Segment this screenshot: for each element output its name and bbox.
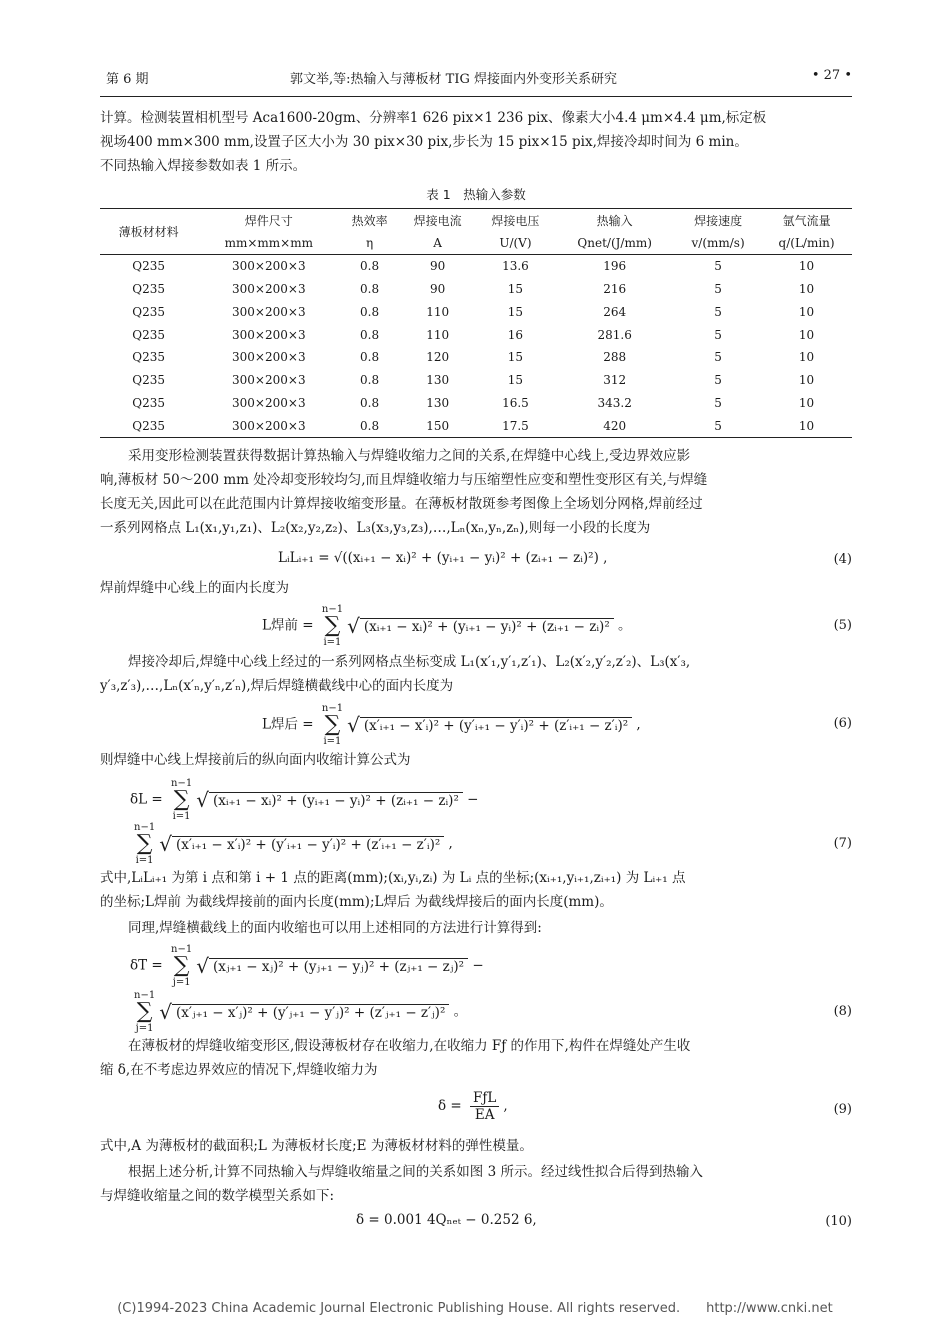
text-line: 与焊缝收缩量之间的数学模型关系如下: xyxy=(100,1188,335,1204)
sum-upper: n−1 xyxy=(134,990,156,1001)
table-cell: 120 xyxy=(426,350,450,365)
equation-7-line-1 xyxy=(130,778,478,822)
table-cell: 264 xyxy=(603,304,627,319)
column-unit: U/(V) xyxy=(477,232,555,255)
sum-upper: n−1 xyxy=(171,944,193,955)
text-line: 焊前焊缝中心线上的面内长度为 xyxy=(100,580,289,596)
equation-number: (8) xyxy=(833,1004,852,1019)
text-line: 不同热输入焊接参数如表 1 所示。 xyxy=(100,158,307,174)
table-cell: 130 xyxy=(426,373,450,388)
column-unit: Qnet/(J/mm) xyxy=(554,232,675,255)
article-title: 郭文举,等:热输入与薄板材 TIG 焊接面内外变形关系研究 xyxy=(290,72,617,87)
table-cell: 5 xyxy=(714,395,722,410)
sigma-symbol: ∑ xyxy=(324,712,341,737)
table-cell: 150 xyxy=(399,414,477,437)
sum-upper: n−1 xyxy=(321,604,344,615)
text-line: 视场400 mm×300 mm,设置子区大小为 30 pix×30 pix,步长为 15 pix×15 pix,焊接冷却时间为 6 min。 xyxy=(100,134,748,150)
table-cell: 300×200×3 xyxy=(232,373,306,388)
table-cell: 90 xyxy=(430,281,446,296)
table-cell: Q235 xyxy=(132,259,165,274)
table-cell: Q235 xyxy=(132,373,165,388)
radicand: (xᵢ₊₁ − xᵢ)² + (yᵢ₊₁ − yᵢ)² + (zᵢ₊₁ − zᵢ)² xyxy=(209,792,463,809)
table-cell: 0.8 xyxy=(340,414,398,437)
table-cell: 5 xyxy=(714,373,722,388)
table-row xyxy=(100,392,852,415)
equation-9 xyxy=(438,1090,508,1123)
column-header: 焊件尺寸 xyxy=(197,209,340,232)
table-cell: 300×200×3 xyxy=(232,259,306,274)
table-cell: 130 xyxy=(426,395,450,410)
table-cell: 15 xyxy=(507,373,524,388)
table-cell: 0.8 xyxy=(360,304,380,319)
table-row xyxy=(100,254,852,277)
text-line: 根据上述分析,计算不同热输入与焊缝收缩量之间的关系如图 3 所示。经过线性拟合后得到热输入 xyxy=(128,1164,703,1180)
table-cell: 216 xyxy=(603,281,627,296)
sum-lower: i=1 xyxy=(323,637,342,648)
column-unit: v/(mm/s) xyxy=(675,232,761,255)
eq-tail: , xyxy=(503,1098,508,1114)
eq-tail: , xyxy=(636,716,641,733)
table-cell: 10 xyxy=(798,327,815,342)
sigma-symbol: ∑ xyxy=(173,953,190,978)
eq-tail: − xyxy=(467,791,479,808)
sum-upper: n−1 xyxy=(171,778,193,789)
table-cell: 16 xyxy=(507,327,524,342)
text-line: y′₃,z′₃),…,Lₙ(x′ₙ,y′ₙ,z′ₙ),焊后焊缝横截线中心的面内长度为 xyxy=(100,678,454,694)
eq-lhs: L焊后 = xyxy=(262,716,314,733)
paragraph-definitions xyxy=(100,866,852,914)
table-cell: 13.6 xyxy=(502,259,529,274)
fraction xyxy=(470,1090,499,1123)
table-cell: Q235 xyxy=(132,395,165,410)
column-unit: mm×mm×mm xyxy=(197,232,340,255)
header-rule xyxy=(100,96,852,97)
text-line: 采用变形检测装置获得数据计算热输入与焊缝收缩力之间的关系,在焊缝中心线上,受边界效应影 xyxy=(128,448,691,464)
table-cell: 5 xyxy=(714,281,722,296)
column-header: 焊接电压 xyxy=(477,209,555,232)
denominator: EA xyxy=(474,1107,495,1123)
column-header: 氩气流量 xyxy=(761,209,852,232)
summation xyxy=(134,990,155,1034)
column-header: 热输入 xyxy=(554,209,675,232)
summation xyxy=(322,703,343,747)
column-unit: η xyxy=(340,232,398,255)
table-cell: Q235 xyxy=(132,350,165,365)
equation-4: LᵢLᵢ₊₁ = √((xᵢ₊₁ − xᵢ)² + (yᵢ₊₁ − yᵢ)² + (zᵢ₊₁ − zᵢ)²) , xyxy=(278,550,608,566)
table-cell: 16.5 xyxy=(502,395,529,410)
page-number: • 27 • xyxy=(811,68,852,83)
radicand: (xⱼ₊₁ − xⱼ)² + (yⱼ₊₁ − yⱼ)² + (zⱼ₊₁ − zⱼ)² xyxy=(209,958,468,975)
eq-tail: 。 xyxy=(453,1003,468,1020)
table-cell: 5 xyxy=(675,414,761,437)
radicand: (x′ᵢ₊₁ − x′ᵢ)² + (y′ᵢ₊₁ − y′ᵢ)² + (z′ᵢ₊₁ − z′ᵢ)² xyxy=(172,836,444,853)
table-cell: 15 xyxy=(507,281,524,296)
equation-number: (6) xyxy=(833,716,852,731)
eq-tail: − xyxy=(472,957,484,974)
text-line: 一系列网格点 L₁(x₁,y₁,z₁)、L₂(x₂,y₂,z₂)、L₃(x₃,y₃,z₃),…,Lₙ(xₙ,yₙ,zₙ),则每一小段的长度为 xyxy=(100,520,651,536)
sqrt-symbol: √ xyxy=(196,954,209,978)
table-cell: 288 xyxy=(603,350,627,365)
radicand: (x′ⱼ₊₁ − x′ⱼ)² + (y′ⱼ₊₁ − y′ⱼ)² + (z′ⱼ₊₁ − z′ⱼ)² xyxy=(172,1004,449,1021)
equation-6 xyxy=(262,703,641,747)
table-cell: 110 xyxy=(426,304,450,319)
table-cell: 10 xyxy=(798,373,815,388)
sum-lower: i=1 xyxy=(135,855,154,866)
table-row xyxy=(100,369,852,392)
table-cell: Q235 xyxy=(100,414,197,437)
table-cell: 312 xyxy=(603,373,627,388)
paragraph-intro xyxy=(100,106,852,178)
table-cell: 300×200×3 xyxy=(232,327,306,342)
text-line: 计算。检测装置相机型号 Aca1600-20gm、分辨率1 626 pix×1 236 pix、像素大小4.4 μm×4.4 μm,标定板 xyxy=(100,110,767,126)
table-cell: 300×200×3 xyxy=(232,395,306,410)
sum-lower: j=1 xyxy=(135,1023,154,1034)
table-caption: 表 1 热输入参数 xyxy=(426,187,526,202)
equation-number: (9) xyxy=(833,1102,852,1117)
sum-lower: i=1 xyxy=(323,736,342,747)
table-cell: 0.8 xyxy=(360,281,380,296)
text-line: 焊接冷却后,焊缝中心线上经过的一系列网格点坐标变成 L₁(x′₁,y′₁,z′₁)、L₂(x′₂,y′₂,z′₂)、L₃(x′₃, xyxy=(128,654,691,670)
summation xyxy=(322,604,343,648)
table-cell: 10 xyxy=(798,281,815,296)
radicand: (xᵢ₊₁ − xᵢ)² + (yᵢ₊₁ − yᵢ)² + (zᵢ₊₁ − zᵢ)² xyxy=(360,618,614,635)
table-cell: 300×200×3 xyxy=(232,304,306,319)
equation-7-line-2 xyxy=(130,822,453,866)
sqrt-symbol: √ xyxy=(159,1000,172,1024)
table-cell: 110 xyxy=(426,327,450,342)
column-header: 焊接速度 xyxy=(675,209,761,232)
table-cell: 0.8 xyxy=(360,327,380,342)
equation-number: (10) xyxy=(825,1214,852,1229)
heat-input-table xyxy=(100,208,852,438)
table-cell: Q235 xyxy=(132,304,165,319)
text-line: 缩 δ,在不考虑边界效应的情况下,焊缝收缩力为 xyxy=(100,1062,378,1078)
numerator: FƒL xyxy=(470,1090,499,1107)
eq-tail: , xyxy=(448,835,453,852)
table-cell: 343.2 xyxy=(597,395,632,410)
equation-number: (5) xyxy=(833,618,852,633)
equation-5 xyxy=(262,604,632,648)
eq-tail: 。 xyxy=(618,617,632,634)
table-cell: 5 xyxy=(714,304,722,319)
sum-upper: n−1 xyxy=(134,822,156,833)
paragraph-after-weld xyxy=(100,650,852,698)
equation-8-line-1 xyxy=(130,944,484,988)
sqrt-symbol: √ xyxy=(347,713,360,737)
equation-8-line-2 xyxy=(130,990,467,1034)
sqrt-symbol: √ xyxy=(347,614,360,638)
table-cell: 17.5 xyxy=(477,414,555,437)
text-line: 式中,LᵢLᵢ₊₁ 为第 i 点和第 i + 1 点的距离(mm);(xᵢ,yᵢ,zᵢ) 为 Lᵢ 点的坐标;(xᵢ₊₁,yᵢ₊₁,zᵢ₊₁) 为 Lᵢ₊₁ 点 xyxy=(100,870,686,886)
paragraph-shrink-force xyxy=(100,1034,852,1082)
eq-lhs: δT = xyxy=(130,957,163,974)
text-line: 响,薄板材 50～200 mm 处冷却变形较均匀,而且焊缝收缩力与压缩塑性应变和塑性变形区有关,与焊缝 xyxy=(100,472,708,488)
table-cell: 5 xyxy=(714,327,722,342)
summation xyxy=(171,944,192,988)
sum-lower: i=1 xyxy=(172,811,191,822)
sigma-symbol: ∑ xyxy=(324,613,341,638)
sigma-symbol: ∑ xyxy=(136,999,153,1024)
column-unit: A xyxy=(399,232,477,255)
column-header: 焊接电流 xyxy=(399,209,477,232)
equation-10: δ = 0.001 4Qₙₑₜ − 0.252 6, xyxy=(356,1212,537,1228)
table-cell: 15 xyxy=(507,304,524,319)
table-cell: 196 xyxy=(603,259,627,274)
table-cell: 281.6 xyxy=(597,327,632,342)
table-cell: 5 xyxy=(714,259,722,274)
eq-lhs: δ = xyxy=(438,1098,462,1114)
column-header: 薄板材材料 xyxy=(100,209,197,255)
table-cell: 0.8 xyxy=(360,373,380,388)
sigma-symbol: ∑ xyxy=(173,787,190,812)
sqrt-symbol: √ xyxy=(159,832,172,856)
column-unit: q/(L/min) xyxy=(761,232,852,255)
table-cell: 5 xyxy=(714,350,722,365)
text-line: 在薄板材的焊缝收缩变形区,假设薄板材存在收缩力,在收缩力 Fƒ 的作用下,构件在焊缝处产生收 xyxy=(128,1038,691,1054)
table-cell: 0.8 xyxy=(360,259,380,274)
table-cell: 0.8 xyxy=(360,350,380,365)
table-row xyxy=(100,346,852,369)
sum-lower: j=1 xyxy=(172,977,191,988)
issue-number: 第 6 期 xyxy=(106,72,149,87)
table-row xyxy=(100,414,852,437)
table-cell: Q235 xyxy=(132,327,165,342)
paragraph-method xyxy=(100,444,852,540)
table-cell: 10 xyxy=(798,304,815,319)
equation-number: (7) xyxy=(833,836,852,851)
sum-upper: n−1 xyxy=(321,703,344,714)
text-line: 的坐标;L焊前 为截线焊接前的面内长度(mm);L焊后 为截线焊接后的面内长度(mm)。 xyxy=(100,894,613,910)
table-cell: 420 xyxy=(554,414,675,437)
eq-lhs: L焊前 = xyxy=(262,617,314,634)
table-cell: 0.8 xyxy=(360,395,380,410)
table-cell: 300×200×3 xyxy=(197,414,340,437)
table-cell: Q235 xyxy=(132,281,165,296)
table-cell: 300×200×3 xyxy=(232,350,306,365)
running-header xyxy=(100,68,852,90)
radicand: (x′ᵢ₊₁ − x′ᵢ)² + (y′ᵢ₊₁ − y′ᵢ)² + (z′ᵢ₊₁ − z′ᵢ)² xyxy=(360,717,632,734)
table-cell: 10 xyxy=(761,414,852,437)
table-cell: 10 xyxy=(798,350,815,365)
paragraph-fit xyxy=(100,1160,852,1208)
sigma-symbol: ∑ xyxy=(136,831,153,856)
summation xyxy=(134,822,155,866)
table-cell: 10 xyxy=(798,395,815,410)
column-header: 热效率 xyxy=(340,209,398,232)
table-row xyxy=(100,300,852,323)
table-cell: 300×200×3 xyxy=(232,281,306,296)
eq-lhs: δL = xyxy=(130,791,163,808)
copyright-footer: (C)1994-2023 China Academic Journal Electronic Publishing House. All rights reserved. http://www.cnki.net xyxy=(117,1301,833,1316)
table-row xyxy=(100,323,852,346)
text-line: 式中,A 为薄板材的截面积;L 为薄板材长度;E 为薄板材材料的弹性模量。 xyxy=(100,1138,533,1154)
equation-number: (4) xyxy=(833,552,852,567)
summation xyxy=(171,778,192,822)
table-cell: 15 xyxy=(507,350,524,365)
table-row xyxy=(100,278,852,301)
text-line: 长度无关,因此可以在此范围内计算焊接收缩变形量。在薄板材散斑参考图像上全场划分网格,焊前经过 xyxy=(100,496,703,512)
text-line: 同理,焊缝横截线上的面内收缩也可以用上述相同的方法进行计算得到: xyxy=(128,920,542,936)
table-cell: 10 xyxy=(798,259,815,274)
table-cell: 90 xyxy=(430,259,446,274)
text-line: 则焊缝中心线上焊接前后的纵向面内收缩计算公式为 xyxy=(100,752,411,768)
sqrt-symbol: √ xyxy=(196,788,209,812)
